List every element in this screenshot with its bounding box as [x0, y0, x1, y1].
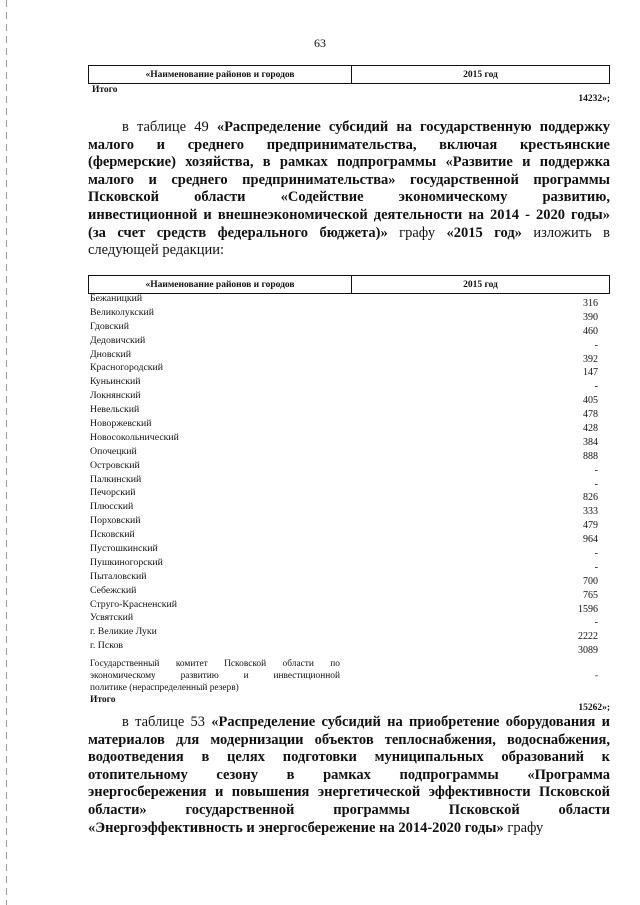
district-value: -: [594, 478, 598, 490]
top-table-total-label: Итого: [92, 85, 118, 95]
district-name: Опочецкий: [90, 445, 137, 457]
main-table-rows: [90, 293, 598, 657]
district-value: 316: [583, 298, 598, 309]
table-row: [90, 362, 598, 379]
table-row: [90, 557, 598, 571]
para2-line6: области» государственной программы Псковской области: [88, 801, 610, 818]
district-name: Бежаницкий: [90, 293, 143, 304]
note-value: -: [594, 671, 598, 681]
page-number: 63: [314, 36, 326, 50]
district-value: -: [594, 617, 598, 629]
top-table-total-value: 14232»;: [578, 94, 610, 104]
table-row: [90, 515, 598, 532]
district-name: Островский: [90, 459, 140, 471]
para1-line1-pre: в таблице 49: [122, 119, 217, 135]
district-name: Печорский: [90, 487, 136, 499]
main-table-col-year: 2015 год: [352, 276, 610, 294]
table-row: [90, 335, 598, 349]
table-row: [90, 432, 598, 446]
district-value: 2222: [578, 631, 598, 643]
para2-line4: отопительному сезону в рамках подпрограммы «Программа: [88, 766, 610, 783]
district-name: Псковский: [90, 529, 135, 541]
table-row: [90, 585, 598, 599]
district-name: Палкинский: [90, 473, 142, 485]
district-value: 964: [583, 534, 598, 546]
table-row: [90, 474, 598, 488]
district-value: 478: [583, 409, 598, 421]
top-table-col-name: «Наименование районов и городов: [89, 66, 352, 84]
district-value: 333: [583, 506, 598, 518]
district-name: г. Великие Луки: [90, 626, 157, 638]
paragraph-table-53: [88, 714, 610, 837]
district-value: 428: [583, 423, 598, 435]
table-row: [90, 460, 598, 474]
top-table-col-year: 2015 год: [352, 66, 610, 84]
district-name: Новоржевский: [90, 418, 152, 430]
district-name: Дедовичский: [90, 334, 146, 346]
district-value: 1596: [578, 603, 598, 615]
district-name: Локнянский: [90, 390, 141, 402]
district-name: Великолукский: [90, 306, 154, 318]
district-value: 888: [583, 450, 598, 462]
district-name: Струго-Красненский: [90, 598, 177, 610]
district-name: Плюсский: [90, 501, 134, 513]
para1-line8: следующей редакции:: [88, 242, 225, 259]
main-table-total-label: Итого: [90, 695, 116, 705]
para2-line7-end: графу: [503, 819, 544, 836]
para1-line2: малого и среднего предпринимательства, включая крестьянские: [88, 136, 610, 153]
para2-line5: энергосбережения и повышения энергетической эффективности Псковской: [88, 784, 610, 801]
para2-line1-bold: «Распределение субсидий на приобретение оборудования и: [211, 714, 610, 730]
district-value: 390: [583, 311, 598, 323]
district-name: Себежский: [90, 584, 137, 596]
district-name: Невельский: [90, 404, 140, 416]
reserve-note: [90, 658, 340, 694]
district-value: -: [594, 548, 598, 560]
table-row: [90, 571, 598, 585]
para1-line3: (фермерские) хозяйства, в рамках подпрограммы «Развитие и поддержка: [88, 154, 610, 171]
table-row: [90, 612, 598, 629]
district-value: -: [594, 561, 598, 573]
para1-line5: Псковской области «Содействие экономическому развитию,: [88, 189, 610, 206]
district-value: 700: [583, 575, 598, 587]
para1-line1-bold: «Распределение субсидий на государственную поддержку: [216, 119, 610, 135]
table-row: [90, 529, 598, 546]
district-value: 147: [583, 367, 598, 379]
district-value: -: [594, 381, 598, 393]
district-value: -: [594, 464, 598, 476]
main-table-header: [88, 275, 610, 294]
district-value: 384: [583, 436, 598, 448]
table-row: [90, 390, 598, 407]
district-name: Усвятский: [90, 612, 134, 624]
table-row: [90, 487, 598, 504]
table-row: [90, 640, 598, 657]
table-row: [90, 349, 598, 363]
district-name: Пыталовский: [90, 570, 147, 582]
district-value: 460: [583, 325, 598, 337]
district-value: 765: [583, 589, 598, 601]
table-row: [90, 376, 598, 393]
district-value: 392: [583, 353, 598, 365]
table-row: [90, 321, 598, 335]
para2-line3: водоотведения в целях подготовки муниципальных образований к: [88, 749, 610, 766]
district-name: Гдовский: [90, 320, 129, 332]
district-value: -: [594, 339, 598, 351]
para1-line6: инвестиционной и внешнеэкономической деятельности на 2014 - 2020 годы»: [88, 206, 610, 223]
top-table-header: [88, 65, 610, 84]
main-table-col-name: «Наименование районов и городов: [89, 276, 352, 294]
paragraph-table-49: [88, 119, 610, 260]
table-row: [90, 404, 598, 421]
table-row: [90, 307, 598, 321]
district-name: Пустошкинский: [90, 543, 158, 555]
table-row: [90, 501, 598, 518]
district-name: Пушкиногорский: [90, 556, 163, 568]
para2-line1-pre: в таблице 53: [122, 714, 212, 730]
district-value: 3089: [578, 645, 598, 657]
para1-line7-bold2: «2015 год»: [446, 224, 522, 241]
table-row: [90, 626, 598, 643]
main-table-total-value: 15262»;: [578, 703, 610, 713]
note-line2: экономическому развитию и инвестиционной: [90, 671, 340, 681]
para1-line7-mid: графу: [387, 224, 447, 241]
para2-line7-bold: «Энергоэффективность и энергосбережение на 2014-2020 годы»: [88, 819, 504, 836]
district-value: 826: [583, 492, 598, 504]
district-name: г. Псков: [90, 640, 124, 652]
district-name: Дновский: [90, 348, 131, 360]
para2-line2: материалов для модернизации объектов теплоснабжения, водоснабжения,: [88, 731, 610, 748]
table-row: [90, 543, 598, 560]
para1-line7-end: изложить в: [521, 224, 611, 241]
para1-line7-bold: (за счет средств федерального бюджета)»: [88, 224, 388, 241]
table-row: [90, 599, 598, 613]
note-line1: Государственный комитет Псковской области по: [90, 659, 340, 669]
district-name: Новосокольнический: [90, 431, 179, 443]
district-name: Куньинский: [90, 376, 141, 388]
scan-edge-line: [6, 0, 7, 905]
table-row: [90, 446, 598, 460]
para1-line4: малого и среднего предпринимательства» государственной программы: [88, 171, 610, 188]
note-line3: политике (нераспределенный резерв): [90, 683, 239, 693]
table-row: [90, 418, 598, 435]
district-value: 479: [583, 520, 598, 532]
district-name: Порховский: [90, 515, 141, 527]
table-row: [90, 293, 598, 307]
district-name: Красногородский: [90, 362, 164, 374]
district-value: 405: [583, 395, 598, 407]
